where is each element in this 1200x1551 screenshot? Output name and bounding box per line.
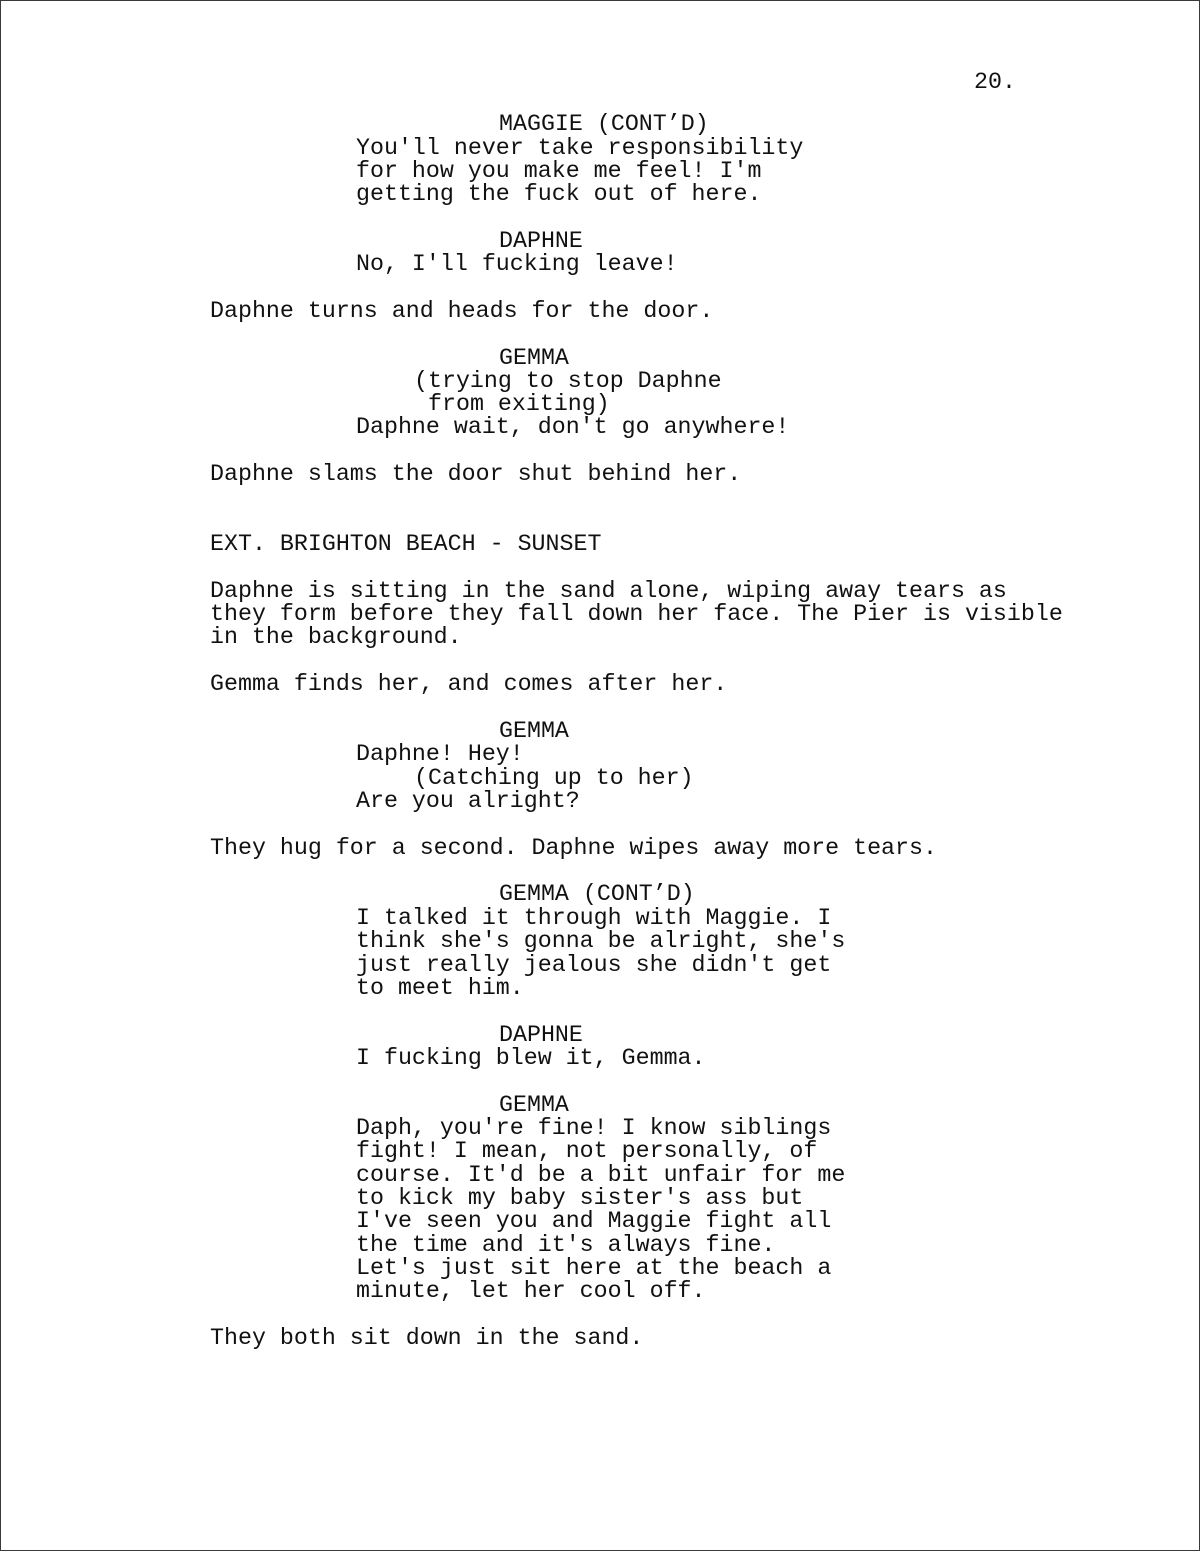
character-name: DAPHNE	[499, 1022, 583, 1048]
dialogue-line: No, I'll fucking leave!	[356, 251, 678, 277]
dialogue-line: to kick my baby sister's ass but	[356, 1185, 804, 1211]
action-line: they form before they fall down her face. The Pier is visible	[210, 601, 1063, 627]
dialogue-line: I fucking blew it, Gemma.	[356, 1045, 706, 1071]
dialogue-line: course. It'd be a bit unfair for me	[356, 1162, 846, 1188]
dialogue-line: Let's just sit here at the beach a	[356, 1255, 832, 1281]
dialogue-line: You'll never take responsibility	[356, 135, 804, 161]
dialogue-line: to meet him.	[356, 975, 524, 1001]
action-line: Gemma finds her, and comes after her.	[210, 671, 728, 697]
dialogue-line: Are you alright?	[356, 788, 580, 814]
action-line: in the background.	[210, 624, 462, 650]
character-name: GEMMA	[499, 345, 569, 371]
action-line: Daphne slams the door shut behind her.	[210, 461, 742, 487]
dialogue-line: for how you make me feel! I'm	[356, 158, 762, 184]
parenthetical: from exiting)	[428, 391, 610, 417]
dialogue-line: I talked it through with Maggie. I	[356, 905, 832, 931]
action-line: Daphne turns and heads for the door.	[210, 298, 714, 324]
action-line: They both sit down in the sand.	[210, 1325, 644, 1351]
dialogue-line: Daph, you're fine! I know siblings	[356, 1115, 832, 1141]
dialogue-line: just really jealous she didn't get	[356, 952, 832, 978]
dialogue-line: think she's gonna be alright, she's	[356, 928, 846, 954]
character-name: GEMMA	[499, 1092, 569, 1118]
dialogue-line: Daphne! Hey!	[356, 741, 524, 767]
page-number: 20.	[974, 69, 1016, 95]
dialogue-line: fight! I mean, not personally, of	[356, 1138, 818, 1164]
character-name: GEMMA (CONT’D)	[499, 881, 695, 907]
dialogue-line: Daphne wait, don't go anywhere!	[356, 414, 790, 440]
parenthetical: (Catching up to her)	[414, 765, 694, 791]
character-name: MAGGIE (CONT’D)	[499, 111, 709, 137]
character-name: DAPHNE	[499, 228, 583, 254]
dialogue-line: minute, let her cool off.	[356, 1278, 706, 1304]
action-line: Daphne is sitting in the sand alone, wiping away tears as	[210, 578, 1007, 604]
action-line: They hug for a second. Daphne wipes away more tears.	[210, 835, 937, 861]
dialogue-line: getting the fuck out of here.	[356, 181, 762, 207]
scene-heading: EXT. BRIGHTON BEACH - SUNSET	[210, 531, 602, 557]
character-name: GEMMA	[499, 718, 569, 744]
dialogue-line: the time and it's always fine.	[356, 1232, 776, 1258]
parenthetical: (trying to stop Daphne	[414, 368, 722, 394]
dialogue-line: I've seen you and Maggie fight all	[356, 1208, 832, 1234]
